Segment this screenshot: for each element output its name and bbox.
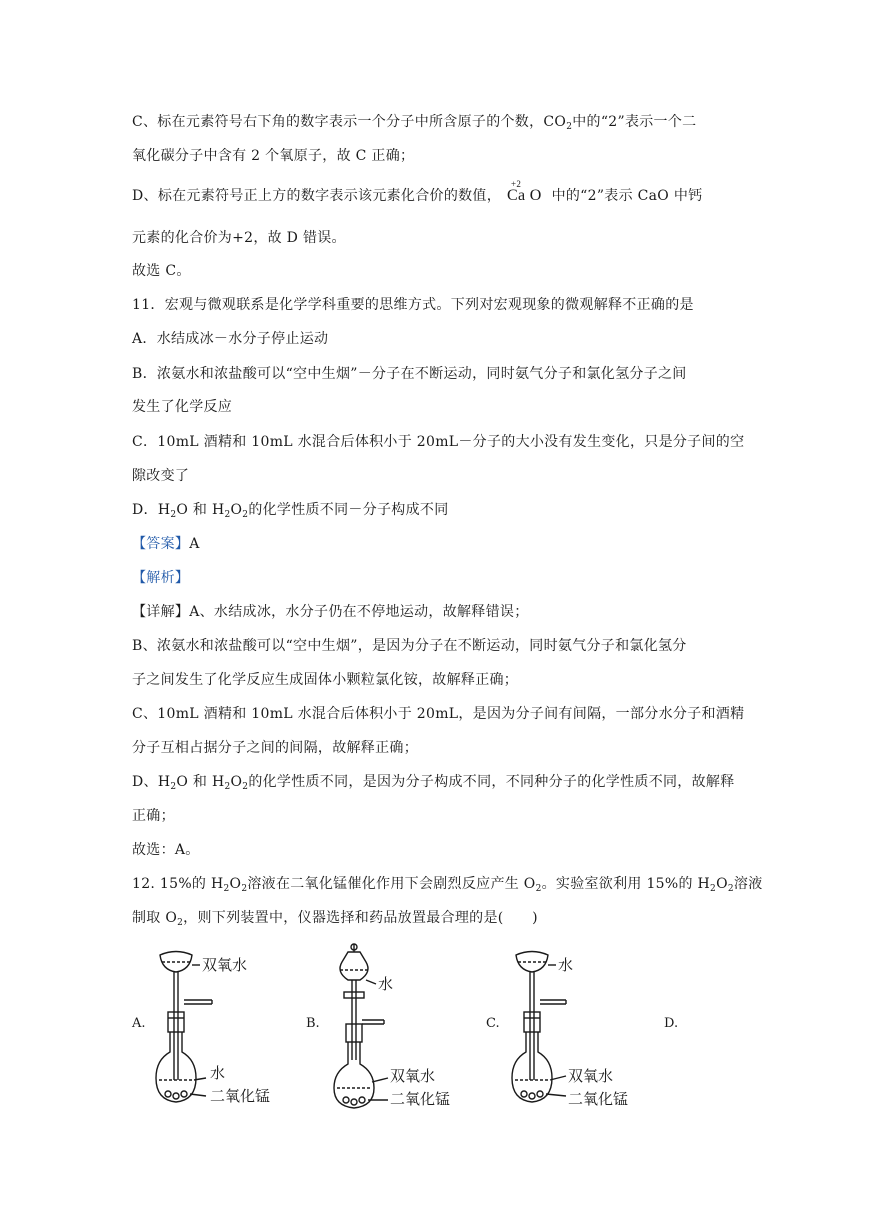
- apparatus-c: [512, 952, 566, 1103]
- apparatus-a-bottom-label: 二氧化锰: [210, 1087, 271, 1105]
- q11-detail-line-2: B、浓氨水和浓盐酸可以“空中生烟”，是因为分子在不断运动，同时氨气分子和氯化氢分: [132, 638, 687, 654]
- apparatus-c-top-label: 水: [558, 956, 574, 974]
- apparatus-c-mid-label: 双氧水: [568, 1067, 614, 1085]
- q11-option-a: A．水结成冰－水分子停止运动: [132, 331, 329, 347]
- q11-detail-line-7: 正确；: [132, 808, 175, 824]
- explanation-d-line-2: 元素的化合价为+2，故 D 错误。: [132, 230, 346, 246]
- q11-option-d: D．$H_2O$ 和 $H_2O_2$的化学性质不同－分子构成不同: [132, 502, 449, 520]
- apparatus-a-mid-label: 水: [210, 1064, 226, 1082]
- q11-detail-line-1: 【详解】A、水结成冰，水分子仍在不停地运动，故解释错误；: [132, 604, 529, 620]
- apparatus-b-bottom-label: 二氧化锰: [390, 1090, 451, 1108]
- analysis-tag: 【解析】: [132, 570, 190, 586]
- q11-selection: 故选：A。: [132, 842, 200, 858]
- q11-stem: 11．宏观与微观联系是化学学科重要的思维方式。下列对宏观现象的微观解释不正确的是: [132, 297, 694, 313]
- detail-tag: 【详解】: [132, 604, 190, 620]
- apparatus-a: [156, 952, 212, 1103]
- q11-option-b-line-1: B．浓氨水和浓盐酸可以“空中生烟”－分子在不断运动，同时氨气分子和氯化氢分子之间: [132, 366, 687, 382]
- q12-option-b-label: B.: [306, 1016, 320, 1031]
- answer-tag: 【答案】: [132, 536, 190, 552]
- q11-detail-line-3: 子之间发生了化学反应生成固体小颗粒氯化铵，故解释正确；: [132, 672, 519, 688]
- q12-stem-line-2: 制取 $O_2$，则下列装置中，仪器选择和药品放置最合理的是( ): [132, 910, 538, 928]
- q11-option-c-line-2: 隙改变了: [132, 468, 190, 484]
- apparatus-b-mid-label: 双氧水: [390, 1067, 436, 1085]
- apparatus-b: [334, 944, 388, 1108]
- apparatus-a-top-label: 双氧水: [202, 956, 248, 974]
- explanation-d-line-1: D、标在元素符号正上方的数字表示该元素化合价的数值， +2 Ca O 中的“2”表示 CaO 中钙: [132, 179, 703, 204]
- q11-option-c-line-1: C．10mL 酒精和 10mL 水混合后体积小于 20mL－分子的大小没有发生变化，只是分子间的空: [132, 434, 745, 450]
- q12-option-c-label: C.: [486, 1016, 500, 1031]
- q12-option-d-label: D.: [664, 1016, 679, 1031]
- q11-detail-line-6: D、$H_2O$ 和 $H_2O_2$的化学性质不同，是因为分子构成不同，不同种分子的化学性质不同，故解释: [132, 774, 735, 792]
- selection-c: 故选 C。: [132, 263, 191, 279]
- cao-valence-formula: +2 Ca O: [507, 179, 542, 204]
- q11-answer: 【答案】A: [132, 536, 200, 552]
- apparatus-c-bottom-label: 二氧化锰: [568, 1090, 629, 1108]
- q11-detail-line-5: 分子互相占据分子之间的间隔，故解释正确；: [132, 740, 418, 756]
- apparatus-b-top-label: 水: [378, 975, 394, 993]
- q12-stem-line-1: 12. 15%的 $H_2O_2$溶液在二氧化锰催化作用下会剧烈反应产生 $O_2$。实验室欲利用 15%的 $H_2O_2$溶液: [132, 876, 763, 894]
- explanation-c-line-2: 氧化碳分子中含有 2 个氧原子，故 C 正确；: [132, 148, 415, 164]
- q11-option-b-line-2: 发生了化学反应: [132, 399, 233, 415]
- q11-detail-line-4: C、10mL 酒精和 10mL 水混合后体积小于 20mL，是因为分子间有间隔，一部分水分子和酒精: [132, 706, 745, 722]
- explanation-c-line-1: C、标在元素符号右下角的数字表示一个分子中所含原子的个数，$CO_2$中的“2”表示一个二: [132, 114, 697, 132]
- q12-option-a-label: A.: [132, 1016, 146, 1031]
